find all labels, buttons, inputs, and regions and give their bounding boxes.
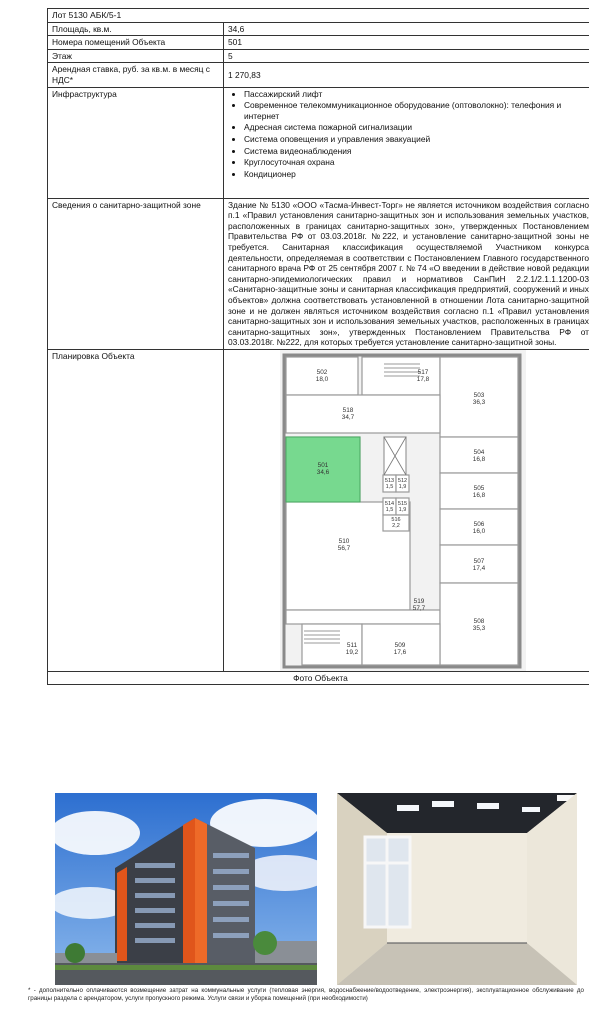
- room-513-label: 513 1,5: [384, 477, 395, 490]
- lot-title: Лот 5130 АБК/5-1: [48, 9, 589, 23]
- floor-plan-label: Планировка Объекта: [48, 349, 224, 671]
- interior-room-photo: [337, 793, 577, 985]
- infrastructure-item: • Круглосуточная охрана: [244, 157, 589, 168]
- room-503-label: 503 36,3: [472, 391, 486, 406]
- rent-rate-label: Арендная ставка, руб. за кв.м. в месяц с НДС*: [48, 63, 224, 87]
- infrastructure-item: • Система оповещения и управления эвакуацией: [244, 134, 589, 145]
- row-sanitary-zone: [48, 198, 589, 349]
- room-504-label: 504 16,8: [472, 448, 486, 463]
- area-value: 34,6: [224, 22, 589, 36]
- room-517-label: 517 17,8: [416, 368, 430, 383]
- lot-spec-table: [47, 8, 589, 685]
- room-511-label: 511 19,2: [345, 641, 359, 656]
- row-infrastructure: [48, 87, 589, 198]
- room-508-label: 508 35,3: [472, 617, 486, 632]
- room-505-label: 505 16,8: [472, 484, 486, 499]
- room-507-label: 507 17,4: [472, 557, 486, 572]
- floor-value: 5: [224, 49, 589, 63]
- infrastructure-item: • Адресная система пожарной сигнализации: [244, 122, 589, 133]
- room-519-label: 519 57,7: [412, 597, 426, 612]
- infrastructure-item: • Пассажирский лифт: [244, 89, 589, 100]
- room-512-label: 512 1,9: [397, 477, 408, 490]
- room-numbers-value: 501: [224, 36, 589, 50]
- room-519: [286, 610, 440, 624]
- room-514-label: 514 1,5: [384, 500, 395, 513]
- interior-room-image: [337, 793, 577, 985]
- infrastructure-list: [228, 89, 589, 180]
- room-501-label: 501 34,6: [316, 461, 330, 476]
- rent-rate-value: 1 270,83: [224, 63, 589, 87]
- room-515-label: 515 1,9: [397, 500, 408, 513]
- row-floor: [48, 49, 589, 63]
- photo-section-title: Фото Объекта: [48, 671, 589, 684]
- floor-label: Этаж: [48, 49, 224, 63]
- building-exterior-image: [55, 793, 317, 985]
- infrastructure-item: • Современное телекоммуникационное оборудование (оптоволокно): телефония и интернет: [244, 100, 589, 121]
- photo-strip: [55, 793, 577, 985]
- row-floor-plan: [48, 349, 589, 671]
- lot-sheet: [47, 8, 589, 685]
- room-509-label: 509 17,6: [393, 641, 407, 656]
- row-room-numbers: [48, 36, 589, 50]
- room-numbers-label: Номера помещений Объекта: [48, 36, 224, 50]
- infrastructure-item: • Система видеонаблюдения: [244, 146, 589, 157]
- infrastructure-item: • Кондиционер: [244, 169, 589, 180]
- row-rent-rate: [48, 63, 589, 87]
- room-518-label: 518 34,7: [341, 406, 355, 421]
- area-label: Площадь, кв.м.: [48, 22, 224, 36]
- room-516-label: 516 2,2: [391, 516, 401, 529]
- sanitary-label: Сведения о санитарно-защитной зоне: [48, 198, 224, 349]
- footnote: * - дополнительно оплачиваются возмещение затрат на коммунальные услуги (тепловая энергия, водоснабжение/водоотведение, электроэнергия), эксплуатационное обслуживание до границы раздела с арендатором, услуги пропускного режима. Услуги связи и уборка помещений (при необходимости): [28, 987, 584, 1002]
- lot-title-row: [48, 9, 589, 23]
- room-506-label: 506 16,0: [472, 520, 486, 535]
- floor-plan: [280, 350, 526, 671]
- building-exterior-photo: [55, 793, 317, 985]
- floor-plan-cell: [224, 349, 589, 671]
- room-502-label: 502 18,0: [315, 368, 329, 383]
- room-518: [286, 395, 440, 433]
- infrastructure-label: Инфраструктура: [48, 87, 224, 198]
- row-photo-title: [48, 671, 589, 684]
- sanitary-text: Здание № 5130 «ООО «Тасма-Инвест-Торг» не является источником воздействия согласно п.1 «Правил установления санитарно-защитных зон и использования земельных участков, расположенных в границах санитарно-защитных зон», утвержденных Постановлением Правительства РФ от 03.03.2018г. №222, и установление санитарно-защитной зоны не требуется. Санитарная классификация осуществляемой Участником конкурса деятельности, определяемая в соответствии с Постановлением Главного государственного санитарного врача РФ от 25 сентября 2007 г. № 74 «О введении в действие новой редакции санитарно-эпидемиологических правил и нормативов СанПиН 2.2.1/2.1.1.1200-03 «Санитарно-защитные зоны и санитарная классификация предприятий, сооружений и иных объектов» должна соответствовать установленной в отношении Лота санитарно-защитной зоне и не должен являться источником воздействия согласно п.1 «Правил установления санитарно-защитных зон и использования земельных участков, расположенных в границах санитарно-защитных зон», утвержденных Постановлением Правительства РФ от 03.03.2018г. №222, для которых требуется установление санитарно-защитной зоны.: [224, 198, 589, 349]
- room-510-label: 510 56,7: [337, 537, 351, 552]
- row-area: [48, 22, 589, 36]
